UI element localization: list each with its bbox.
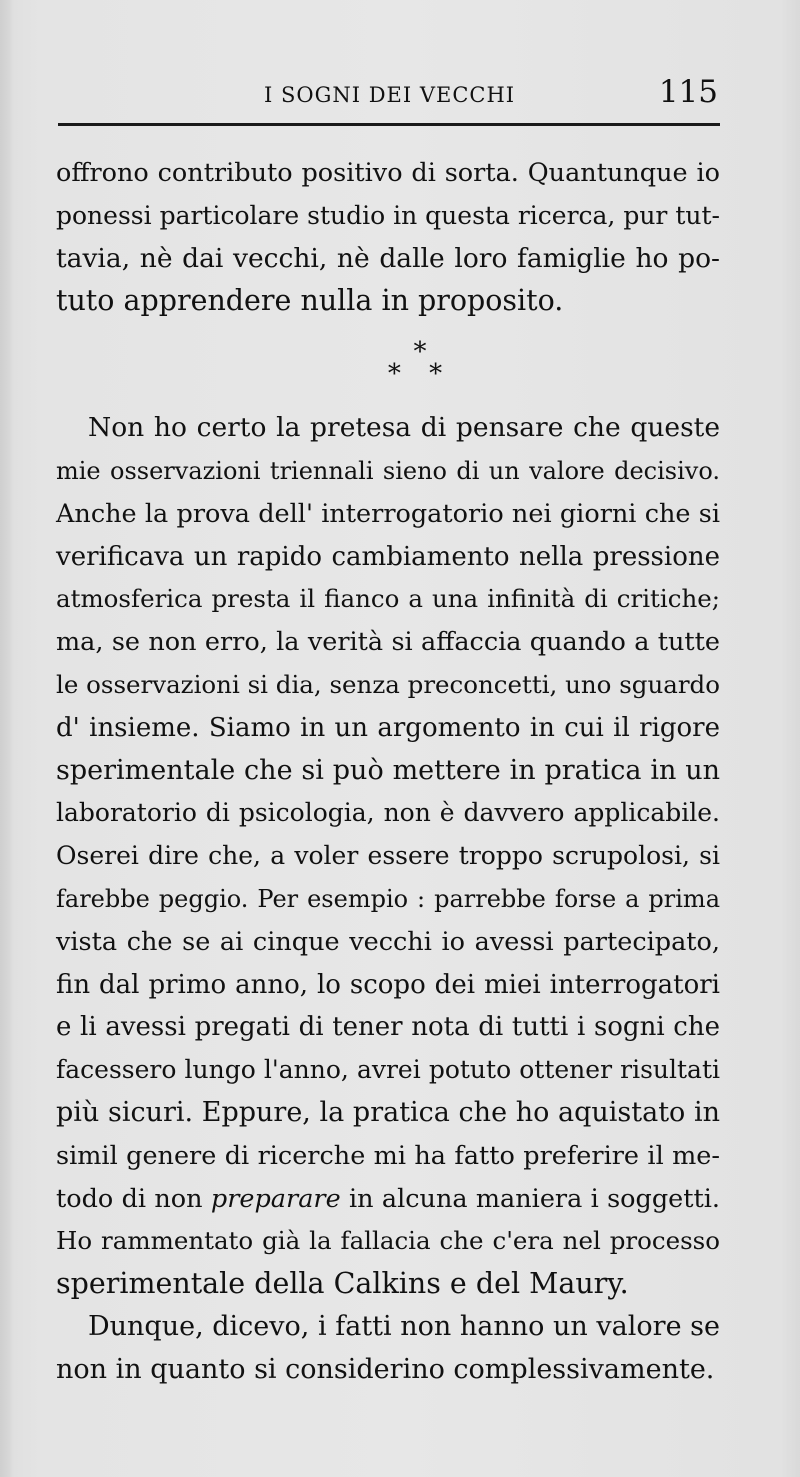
text-line: atmosferica presta il fianco a una infinità di critiche; bbox=[56, 584, 720, 614]
text-line: non in quanto si considerino complessivamente. bbox=[56, 1353, 715, 1385]
text-segment: in alcuna maniera i soggetti. bbox=[349, 1183, 721, 1214]
running-header bbox=[0, 70, 800, 120]
text-line: Dunque, dicevo, i fatti non hanno un valore se bbox=[88, 1310, 720, 1342]
text-line: offrono contributo positivo di sorta. Quantunque io bbox=[56, 158, 720, 188]
text-line: ma, se non erro, la verità si affaccia quando a tutte bbox=[56, 627, 720, 658]
paragraph-3 bbox=[56, 1306, 720, 1392]
text-line: farebbe peggio. Per esempio : parrebbe forse a prima bbox=[56, 884, 720, 913]
text-line: Ho rammentato già la fallacia che c'era nel processo bbox=[56, 1226, 720, 1256]
text-line: vista che se ai cinque vecchi io avessi partecipato, bbox=[56, 926, 720, 957]
text-line: fin dal primo anno, lo scopo dei miei interrogatori bbox=[56, 969, 720, 1000]
text-line: Oserei dire che, a voler essere troppo scrupolosi, si bbox=[56, 841, 720, 871]
text-line: tavia, nè dai vecchi, nè dalle loro famiglie ho po- bbox=[56, 242, 720, 274]
text-line: simil genere di ricerche mi ha fatto preferire il me- bbox=[56, 1140, 720, 1171]
text-line: le osservazioni si dia, senza preconcetti, uno sguardo bbox=[56, 669, 720, 699]
page-number: 115 bbox=[658, 74, 718, 110]
asterism-bottom: * * bbox=[387, 359, 453, 390]
text-line: tuto apprendere nulla in proposito. bbox=[56, 284, 564, 318]
text-line: ponessi particolare studio in questa ricerca, pur tut- bbox=[56, 200, 720, 230]
text-line: sperimentale che si può mettere in pratica in un bbox=[56, 754, 720, 786]
text-line: Anche la prova dell' interrogatorio nei giorni che si bbox=[56, 498, 720, 529]
paragraph-2 bbox=[56, 407, 720, 1306]
header-rule bbox=[58, 123, 720, 126]
text-line-with-italic bbox=[56, 1178, 720, 1221]
text-line: verificava un rapido cambiamento nella pressione bbox=[56, 541, 720, 572]
running-title: I SOGNI DEI VECCHI bbox=[264, 83, 516, 107]
text-segment: todo di non bbox=[56, 1183, 203, 1214]
text-line: sperimentale della Calkins e del Maury. bbox=[56, 1267, 629, 1301]
italic-word: preparare bbox=[210, 1183, 341, 1214]
text-line: d' insieme. Siamo in un argomento in cui il rigore bbox=[56, 712, 720, 743]
text-line: Non ho certo la pretesa di pensare che queste bbox=[88, 412, 720, 444]
text-line: facessero lungo l'anno, avrei potuto ottener risultati bbox=[56, 1055, 720, 1085]
body-text bbox=[56, 152, 720, 1392]
text-line: e li avessi pregati di tener nota di tutti i sogni che bbox=[56, 1012, 720, 1043]
text-line: laboratorio di psicologia, non è davvero applicabile. bbox=[56, 798, 720, 828]
text-line: mie osservazioni triennali sieno di un valore decisivo. bbox=[56, 456, 720, 485]
paragraph-1 bbox=[56, 152, 720, 323]
text-line: più sicuri. Eppure, la pratica che ho aquistato in bbox=[56, 1096, 720, 1128]
asterism-top: * bbox=[413, 337, 427, 368]
section-separator bbox=[56, 323, 720, 407]
